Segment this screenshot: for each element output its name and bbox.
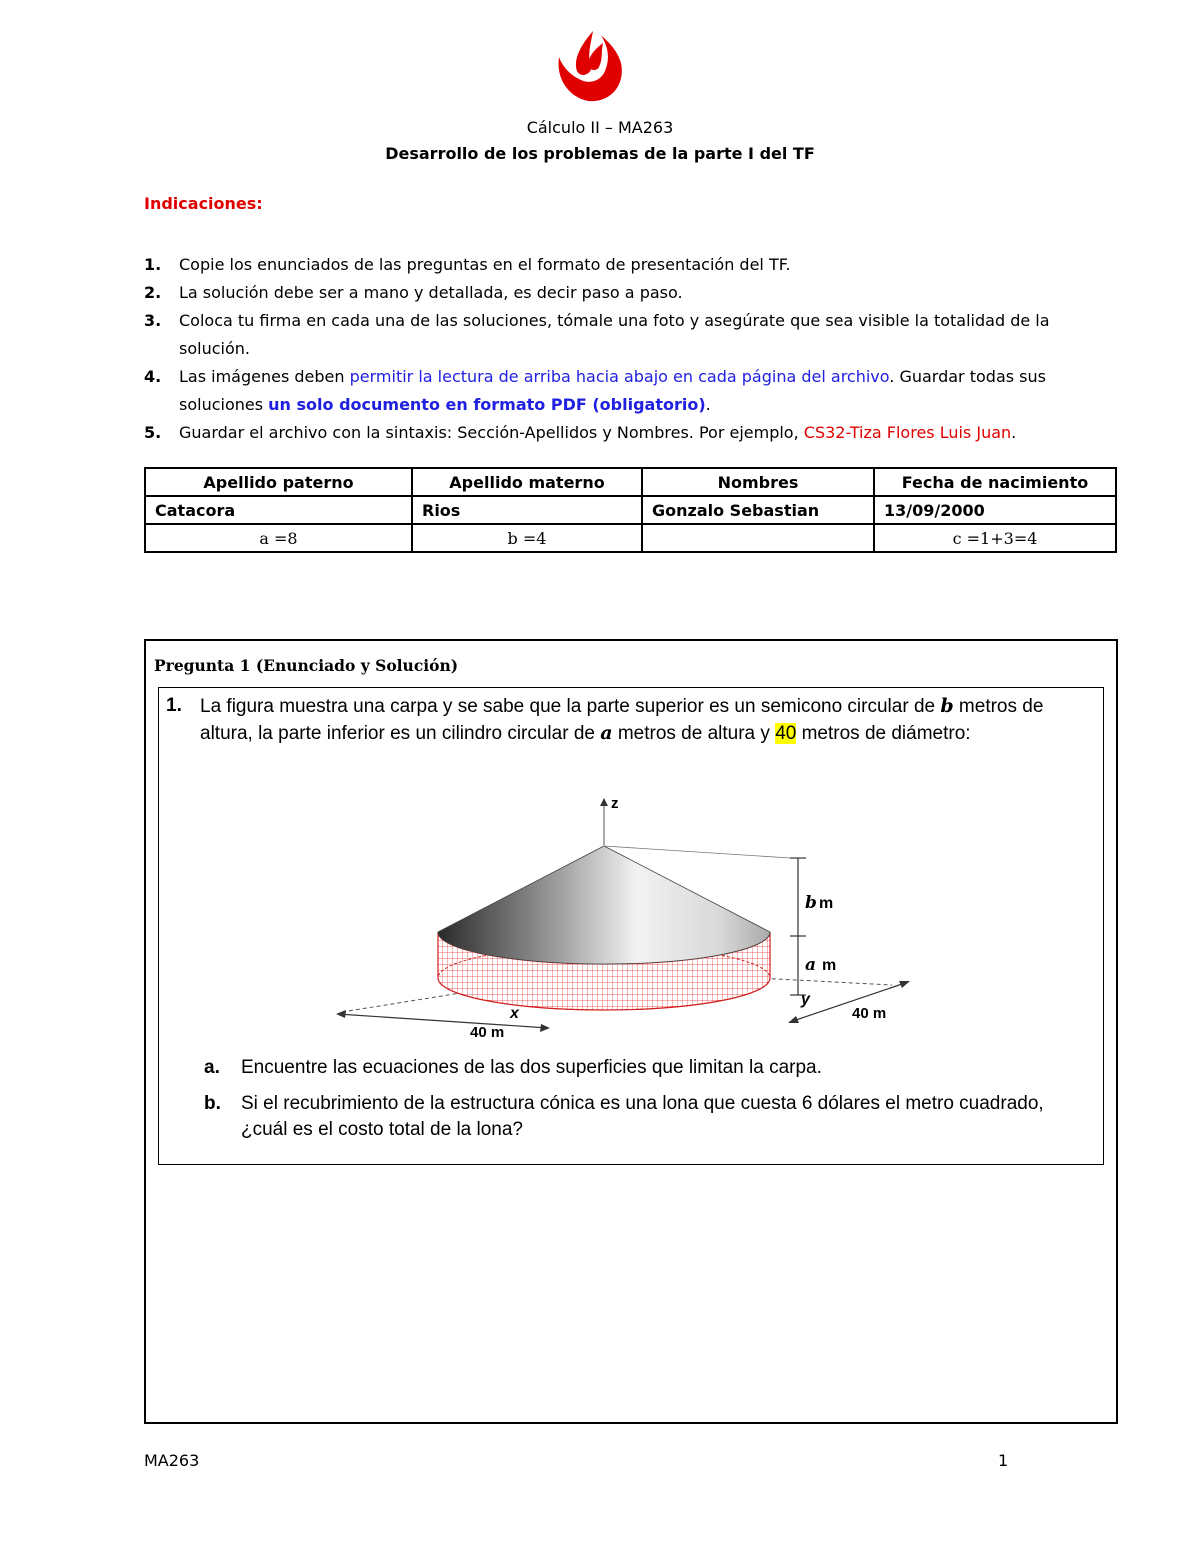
header-birth-date: Fecha de nacimiento [874, 468, 1116, 496]
instruction-item [144, 419, 1104, 447]
variable-a: a [600, 722, 613, 744]
instructions-list [144, 251, 1104, 447]
header-paternal-surname: Apellido paterno [145, 468, 412, 496]
subquestion-label: a. [204, 1057, 220, 1078]
a-height-unit: m [822, 957, 837, 974]
university-logo [551, 27, 627, 103]
cell-value-c: c =1+3=4 [874, 524, 1116, 552]
statement-segment: La figura muestra una carpa y se sabe que la parte superior es un semicono circular de [200, 696, 941, 717]
student-info-table [144, 467, 1117, 553]
instruction-emphasis-bold: un solo documento en formato PDF (obligatorio) [268, 395, 706, 414]
instruction-text: Coloca tu firma en cada una de las soluciones, tómale una foto y asegúrate que sea visible la totalidad de la solución. [179, 311, 1050, 358]
cell-paternal-surname: Catacora [145, 496, 412, 524]
cell-value-a: a =8 [145, 524, 412, 552]
y-diameter-label: 40 m [852, 1005, 887, 1022]
filename-example: CS32-Tiza Flores Luis Juan [803, 423, 1012, 442]
subquestion-label: b. [204, 1093, 221, 1114]
instruction-number: 4. [144, 367, 162, 386]
subquestion-text: Encuentre las ecuaciones de las dos superficies que limitan la carpa. [241, 1057, 822, 1078]
instruction-number: 5. [144, 423, 162, 442]
cell-names: Gonzalo Sebastian [642, 496, 874, 524]
instruction-number: 1. [144, 255, 162, 274]
cell-value-b: b =4 [412, 524, 642, 552]
instruction-item [144, 307, 1104, 363]
page-number: 1 [998, 1451, 1009, 1470]
statement-segment: metros de altura y [612, 723, 776, 744]
cone-surface [438, 846, 770, 964]
instruction-text: Guardar el archivo con la sintaxis: Sección-Apellidos y Nombres. Por ejemplo, [179, 423, 804, 442]
instruction-text: La solución debe ser a mano y detallada, es decir paso a paso. [179, 283, 683, 302]
statement-segment: metros de diámetro: [796, 723, 971, 744]
table-row [145, 524, 1116, 552]
header-names: Nombres [642, 468, 874, 496]
x-axis-label: x [510, 1005, 519, 1022]
variable-b: b [940, 695, 954, 717]
statement-segment: metros de altura, la parte inferior es un cilindro circular de [200, 696, 1044, 744]
z-axis-label: z [611, 795, 619, 812]
document-subtitle: Desarrollo de los problemas de la parte I del TF [385, 144, 815, 163]
cell-maternal-surname: Rios [412, 496, 642, 524]
highlighted-diameter: 40 [775, 723, 797, 744]
instruction-item [144, 363, 1104, 419]
instruction-text: Las imágenes deben [179, 367, 350, 386]
question-title: Pregunta 1 (Enunciado y Solución) [154, 656, 459, 675]
instruction-text: . [1011, 423, 1017, 442]
footer-course-code: MA263 [144, 1451, 200, 1470]
instruction-number: 3. [144, 311, 162, 330]
tent-figure [332, 790, 932, 1050]
header-maternal-surname: Apellido materno [412, 468, 642, 496]
cell-value-empty [642, 524, 874, 552]
b-height-unit: m [819, 895, 834, 912]
instruction-text: . Guardar todas sus soluciones [179, 367, 1046, 414]
x-diameter-label: 40 m [470, 1024, 505, 1041]
y-axis-label: y [801, 991, 810, 1008]
z-axis-arrow [600, 798, 608, 806]
subquestion-a [204, 1055, 1064, 1081]
indications-heading: Indicaciones: [144, 194, 263, 213]
instruction-item [144, 279, 1104, 307]
subquestion-b [204, 1091, 1064, 1143]
subquestion-text: Si el recubrimiento de la estructura cónica es una lona que cuesta 6 dólares el metro cuadrado, ¿cuál es el costo total de la lona? [241, 1093, 1044, 1140]
statement-text [166, 693, 1096, 747]
b-height-variable: b [805, 893, 817, 913]
instruction-number: 2. [144, 283, 162, 302]
instruction-item [144, 251, 1104, 279]
cell-birth-date: 13/09/2000 [874, 496, 1116, 524]
a-height-variable: a [805, 955, 817, 975]
course-title: Cálculo II – MA263 [526, 118, 674, 137]
table-row [145, 496, 1116, 524]
table-header-row [145, 468, 1116, 496]
instruction-text: . [705, 395, 711, 414]
question-number: 1. [166, 695, 182, 716]
question-statement [166, 693, 1096, 747]
instruction-text: Copie los enunciados de las preguntas en el formato de presentación del TF. [179, 255, 791, 274]
instruction-emphasis: permitir la lectura de arriba hacia abajo en cada página del archivo [349, 367, 890, 386]
